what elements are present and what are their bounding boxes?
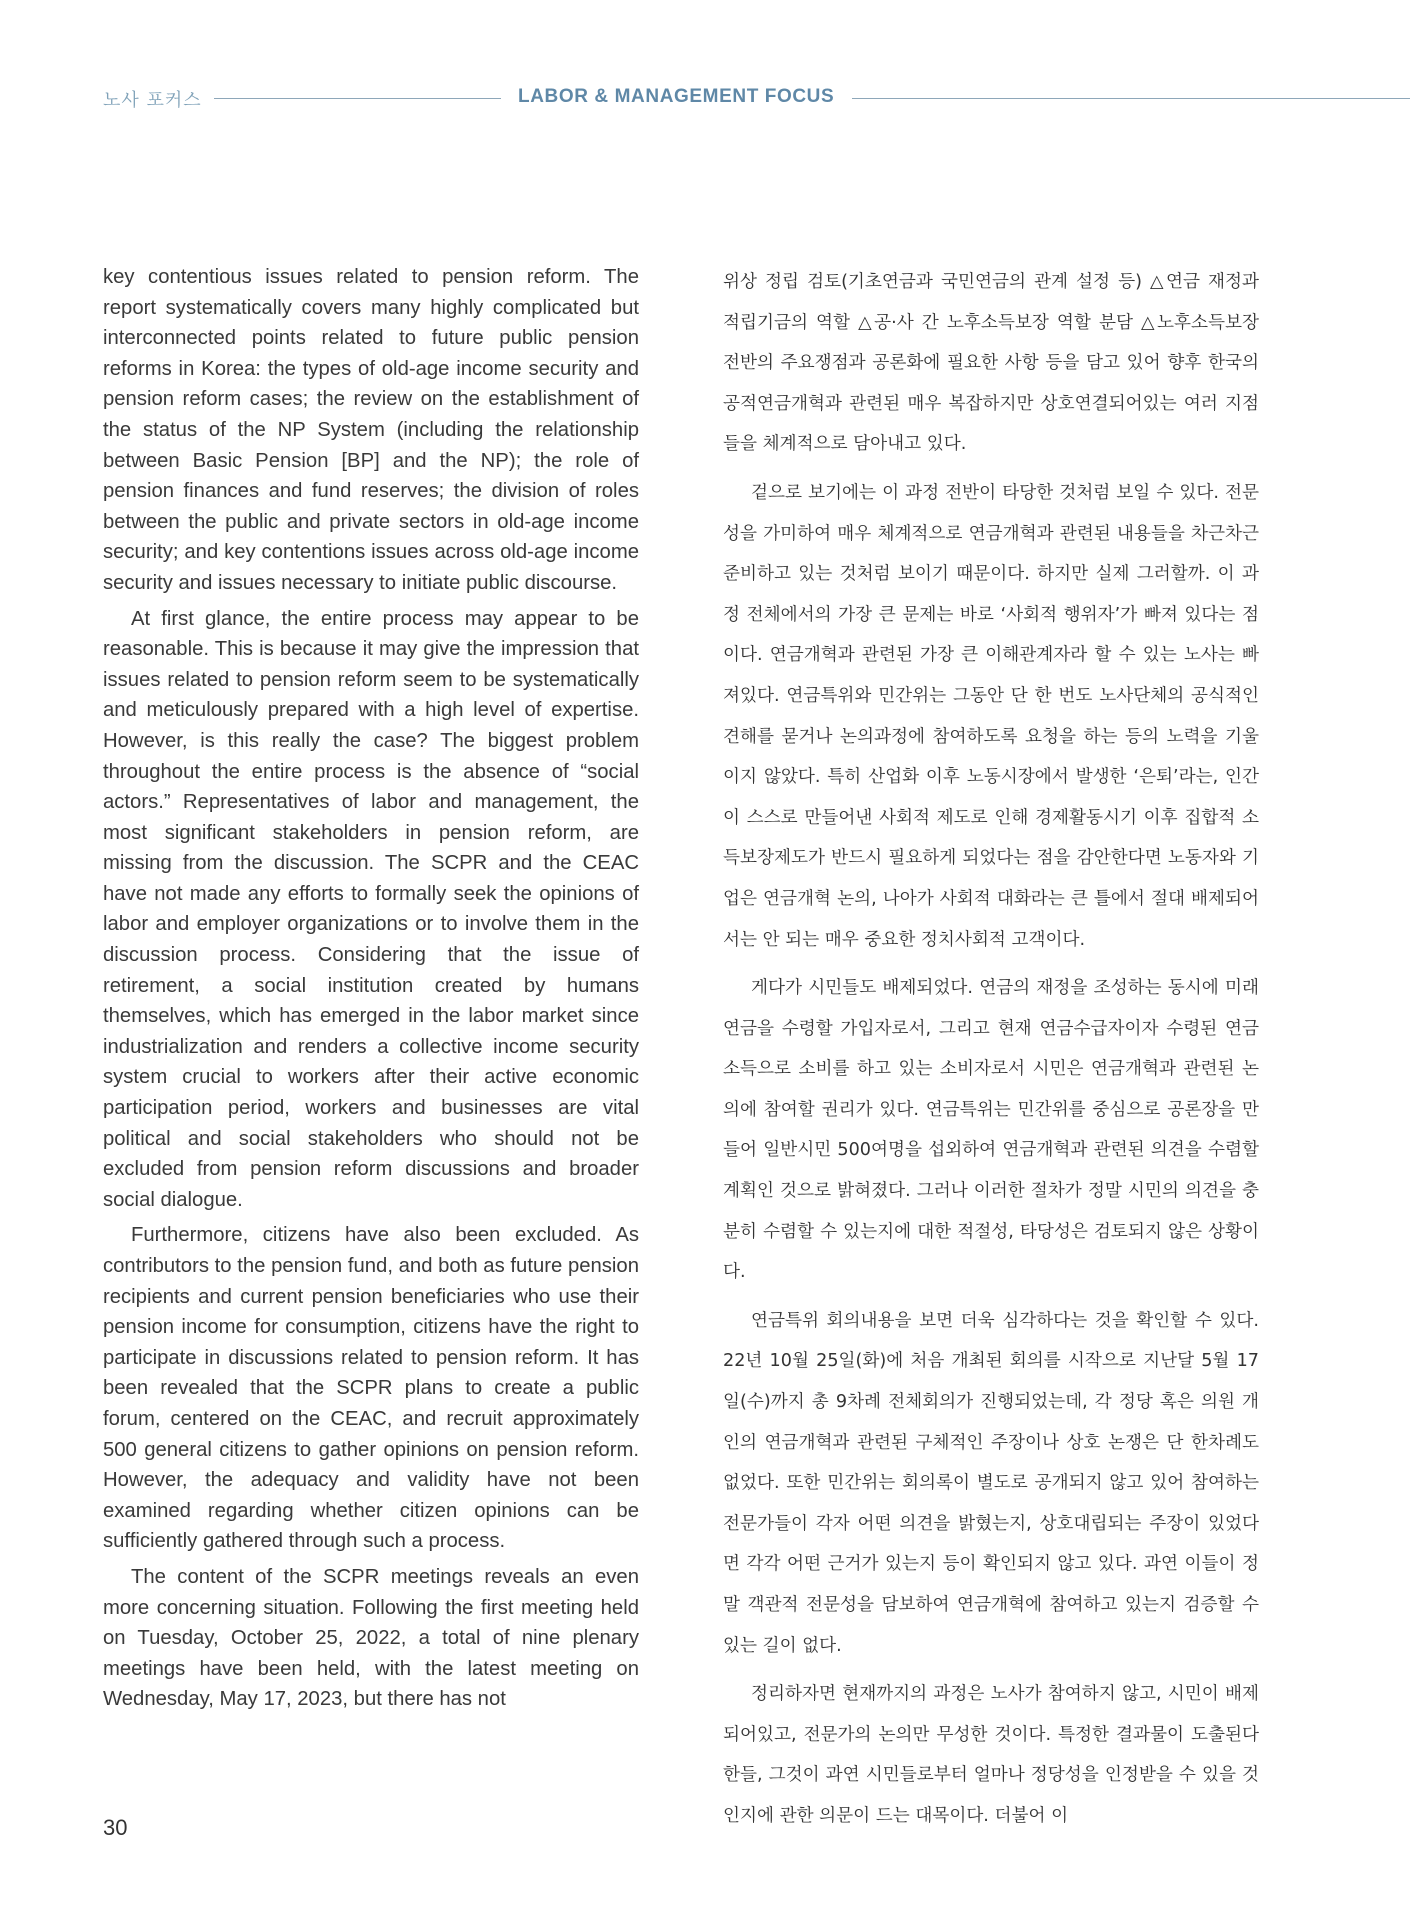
section-label-english: LABOR & MANAGEMENT FOCUS xyxy=(518,86,835,107)
korean-paragraph-1: 위상 정립 검토(기초연금과 국민연금의 관계 설정 등) △연금 재정과 적립기금의 역할 △공·사 간 노후소득보장 역할 분담 △노후소득보장 전반의 주요쟁점과 공론화에 필요한 사항 등을 담고 있어 향후 한국의 공적연금개혁과 관련된 매우 복잡하지만 상호연결되어있는 여러 지점들을 체계적으로 담아내고 있다. xyxy=(723,272,1259,455)
english-paragraph-3: Furthermore, citizens have also been excluded. As contributors to the pension fund, and both as future pension recipients and current pension beneficiaries who use their pension income for consumption, citizens have the right to participate in discussions related to pension reform. It has been revealed that the SCPR plans to create a public forum, centered on the CEAC, and recruit approximately 500 general citizens to gather opinions on pension reform. However, the adequacy and validity have not been examined regarding whether citizen opinions can be sufficiently gathered through such a process. xyxy=(103,1224,639,1553)
english-paragraph-1: key contentious issues related to pension reform. The report systematically covers many highly complicated but interconnected points related to future public pension reforms in Korea: the types of old-age income security and pension reform cases; the review on the establishment of the status of the NP System (including the relationship between Basic Pension [BP] and the NP); the role of pension finances and fund reserves; the division of roles between the public and private sectors in old-age income security; and key contentions issues across old-age income security and issues necessary to initiate public discourse. xyxy=(103,266,639,594)
section-label-korean: 노사 포커스 xyxy=(103,90,202,111)
korean-paragraph-4: 연금특위 회의내용을 보면 더욱 심각하다는 것을 확인할 수 있다. 22년 10월 25일(화)에 처음 개최된 회의를 시작으로 지난달 5월 17일(수)까지 총 9차례 전체회의가 진행되었는데, 각 정당 혹은 의원 개인의 연금개혁과 관련된 구체적인 주장이나 상호 논쟁은 단 한차례도 없었다. 또한 민간위는 회의록이 별도로 공개되지 않고 있어 참여하는 전문가들이 각자 어떤 의견을 밝혔는지, 상호대립되는 주장이 있었다면 각각 어떤 근거가 있는지 등이 확인되지 않고 있다. 과연 이들이 정말 객관적 전문성을 담보하여 연금개혁에 참여하고 있는지 검증할 수 있는 길이 없다. xyxy=(723,1310,1260,1656)
header-rule-left xyxy=(214,98,501,99)
english-paragraph-4: The content of the SCPR meetings reveals an even more concerning situation. Following the first meeting held on Tuesday, October 25, 2022, a total of nine plenary meetings have been held, with the latest meeting on Wednesday, May 17, 2023, but there has not xyxy=(103,1565,639,1711)
header-rule-right xyxy=(852,98,1410,99)
english-paragraph-2: At first glance, the entire process may appear to be reasonable. This is because it may give the impression that issues related to pension reform seem to be systematically and meticulously prepared with a high level of expertise. However, is this really the case? The biggest problem throughout the entire process is the absence of “social actors.” Representatives of labor and management, the most significant stakeholders in pension reform, are missing from the discussion. The SCPR and the CEAC have not made any efforts to formally seek the opinions of labor and employer organizations or to involve them in the discussion process. Considering that the issue of retirement, a social institution created by humans themselves, which has emerged in the labor market since industrialization and renders a collective income security system crucial to workers after their active economic participation period, workers and businesses are vital political and social stakeholders who should not be excluded from pension reform discussions and broader social dialogue. xyxy=(103,607,639,1211)
english-column xyxy=(103,262,639,1715)
running-header xyxy=(0,84,1410,114)
korean-paragraph-2: 겉으로 보기에는 이 과정 전반이 타당한 것처럼 보일 수 있다. 전문성을 가미하여 매우 체계적으로 연금개혁과 관련된 내용들을 차근차근 준비하고 있는 것처럼 보이기 때문이다. 하지만 실제 그러할까. 이 과정 전체에서의 가장 큰 문제는 바로 ‘사회적 행위자’가 빠져 있다는 점이다. 연금개혁과 관련된 가장 큰 이해관계자라 할 수 있는 노사는 빠져있다. 연금특위와 민간위는 그동안 단 한 번도 노사단체의 공식적인 견해를 묻거나 논의과정에 참여하도록 요청을 하는 등의 노력을 기울이지 않았다. 특히 산업화 이후 노동시장에서 발생한 ‘은퇴’라는, 인간이 스스로 만들어낸 사회적 제도로 인해 경제활동시기 이후 집합적 소득보장제도가 반드시 필요하게 되었다는 점을 감안한다면 노동자와 기업은 연금개혁 논의, 나아가 사회적 대화라는 큰 틀에서 절대 배제되어서는 안 되는 매우 중요한 정치사회적 고객이다. xyxy=(723,482,1259,950)
korean-paragraph-3: 게다가 시민들도 배제되었다. 연금의 재정을 조성하는 동시에 미래 연금을 수령할 가입자로서, 그리고 현재 연금수급자이자 수령된 연금소득으로 소비를 하고 있는 소비자로서 시민은 연금개혁과 관련된 논의에 참여할 권리가 있다. 연금특위는 민간위를 중심으로 공론장을 만들어 일반시민 500여명을 섭외하여 연금개혁과 관련된 의견을 수렴할 계획인 것으로 밝혀졌다. 그러나 이러한 절차가 정말 시민의 의견을 충분히 수렴할 수 있는지에 대한 적절성, 타당성은 검토되지 않은 상황이다. xyxy=(723,978,1259,1283)
korean-column xyxy=(723,262,1259,1837)
page-number: 30 xyxy=(103,1815,128,1840)
korean-paragraph-5: 정리하자면 현재까지의 과정은 노사가 참여하지 않고, 시민이 배제되어있고, 전문가의 논의만 무성한 것이다. 특정한 결과물이 도출된다 한들, 그것이 과연 시민들로부터 얼마나 정당성을 인정받을 수 있을 것인지에 관한 의문이 드는 대목이다. 더불어 이 xyxy=(723,1684,1259,1826)
